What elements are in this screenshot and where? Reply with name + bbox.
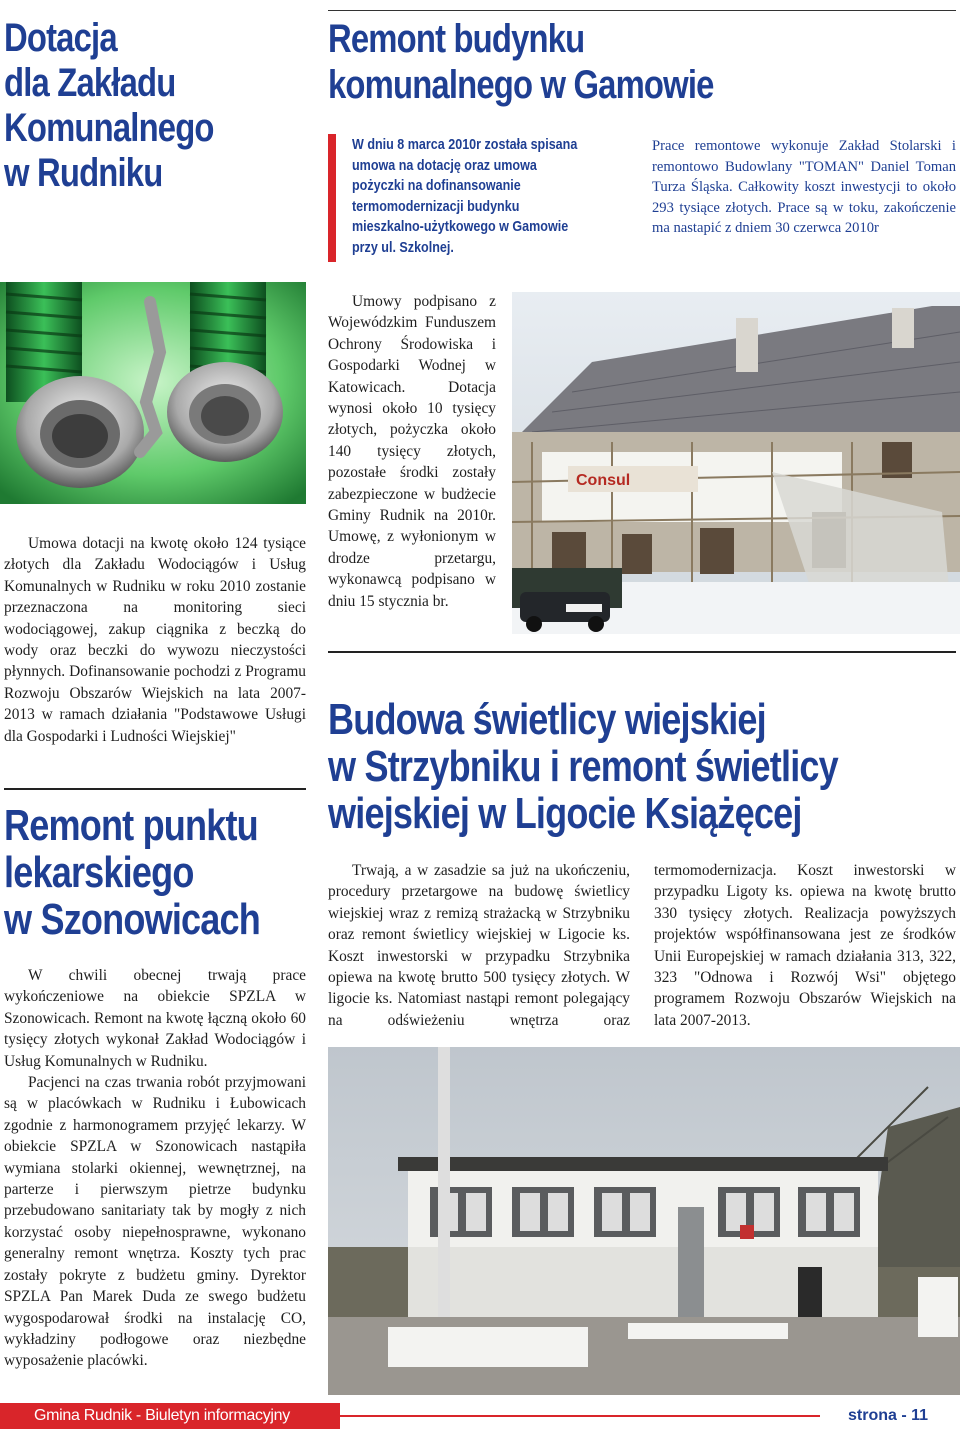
headline-line: w Rudniku [4, 151, 163, 195]
headline-line: Remont budynku [328, 17, 585, 61]
headline-line: Dotacja [4, 16, 117, 60]
hose-couplings-icon [0, 282, 306, 504]
section-rule [328, 651, 956, 653]
szonowice-body: W chwili obecnej trwają prace wykończeniowe na obiekcie SPZLA w Szonowicach. Remont na kwotę łączną około 60 tysięcy złotych wykonał Zakład Wodociągów i Usług Komunalnych w Rudniku. Pacjenci na czas trwania robót przyjmowani są w placówkach w Rudniku i Łubowicach zgodnie z harmonogramem przyjęć lekarzy. W obiekcie SPZLA w Szonowicach nastąpiła wymiana stolarki okiennej, wewnętrznej, na parterze i pierwszym pietrze budynku przebudowano sanitariaty tak by mogły z nich korzystać osoby niepełnosprawne, wykonano generalny remont wnętrza. Koszty tych prac zostały pokryte z budżetu gminy. Dyrektor SPZLA Pan Marek Duda ze swego budżetu wygospodarował środki na instalację CO, wykładziny podłogowe oraz niezbędne wyposażenie placówki. [4, 967, 306, 1370]
headline-line: dla Zakładu [4, 61, 176, 105]
gamow-body: Umowy podpisano z Wojewódzkim Funduszem Ochrony Środowiska i Gospodarki Wodnej w Katowicach. Dotacja wynosi około 10 tysięcy złotych, pożyczka około 140 tysięcy złotych, pozostałe środki zostały zabezpieczone w budżecie Gminy Rudnik na 2010r. Umowę, z wyłonionym w drodze przetargu, wykonawcą podpisano w dniu 15 stycznia br. [328, 293, 496, 610]
swietlice-body: Trwają, a w zasadzie sa już na ukończeniu, procedury przetargowe na budowę świetlicy wiejskiej wraz z remizą strażacką w Strzybniku oraz remont świetlicy wiejskiej w Ligocie ks. Koszt inwestorski w przypadku Strzybnika opiewa na kwotę brutto 500 tysięcy złotych. W ligocie ks. Natomiast nastąpi remont polegający na odświeżeniu wnętrza oraz termomodernizacja. Koszt inwestorski w przypadku Ligoty ks. opiewa na kwotę brutto 330 tysięcy złotych. Realizacja powyższych projektów współfinansowana jest ze środków Unii Europejskiej w ramach działania 313, 322, 323 "Odnowa i Rozwój Wsi" objętego programem Rozwoju Obszarów Wiejskich na lata 2007-2013. [328, 862, 956, 1029]
footer-publication-title: Gmina Rudnik - Biuletyn informacyjny [0, 1403, 340, 1429]
headline-dotacja [4, 16, 214, 196]
lead-accent-bar [328, 134, 336, 262]
village-hall-photo [328, 1047, 960, 1395]
footer-rule [340, 1415, 820, 1417]
headline-line: komunalnego w Gamowie [328, 63, 714, 107]
village-hall-icon [328, 1047, 960, 1395]
hose-couplings-photo [0, 282, 306, 504]
section-rule [4, 788, 306, 790]
headline-szonowice: Remont punktu lekarskiego w Szonowicach [4, 801, 260, 944]
footer-page-number: strona - 11 [820, 1403, 960, 1429]
lead-gamow: W dniu 8 marca 2010r została spisana umowa na dotację oraz umowa pożyczki na dofinansowanie termomodernizacji budynku mieszkalno-użytkowego w Gamowie przy ul. Szkolnej. [352, 137, 578, 256]
dotacja-body: Umowa dotacji na kwotę około 124 tysiące złotych dla Zakładu Wodociągów i Usług Komunalnych w Rudniku w roku 2010 zostanie przeznaczona na monitoring sieci wodociągowej, zakup ciągnika z beczką do wody oraz beczki do wywozu nieczystości płynnych. Dofinansowanie pochodzi z Programu Rozwoju Obszarów Wiejskich na lata 2007-2013 w ramach działania "Podstawowe Usługi dla Gospodarki i Ludności Wiejskiej" [4, 535, 306, 745]
building-renovation-photo [512, 292, 960, 634]
building-renovation-icon [512, 292, 960, 634]
page-footer [0, 1403, 960, 1429]
banner-label: Consul [576, 472, 631, 489]
headline-swietlice: Budowa świetlicy wiejskiej w Strzybniku i remont świetlicy wiejskiej w Ligocie Książęcej [328, 695, 838, 838]
gamow-side-text: Prace remontowe wykonuje Zakład Stolarski i remontowo Budowlany "TOMAN" Daniel Toman Turza Śląska. Całkowity koszt inwestycji to około 293 tysiące złotych. Prace są w toku, zakończenie ma nastapić z dniem 30 czerwca 2010r [652, 138, 956, 237]
top-rule [328, 10, 956, 11]
headline-line: Komunalnego [4, 106, 214, 150]
headline-gamow [328, 16, 714, 108]
